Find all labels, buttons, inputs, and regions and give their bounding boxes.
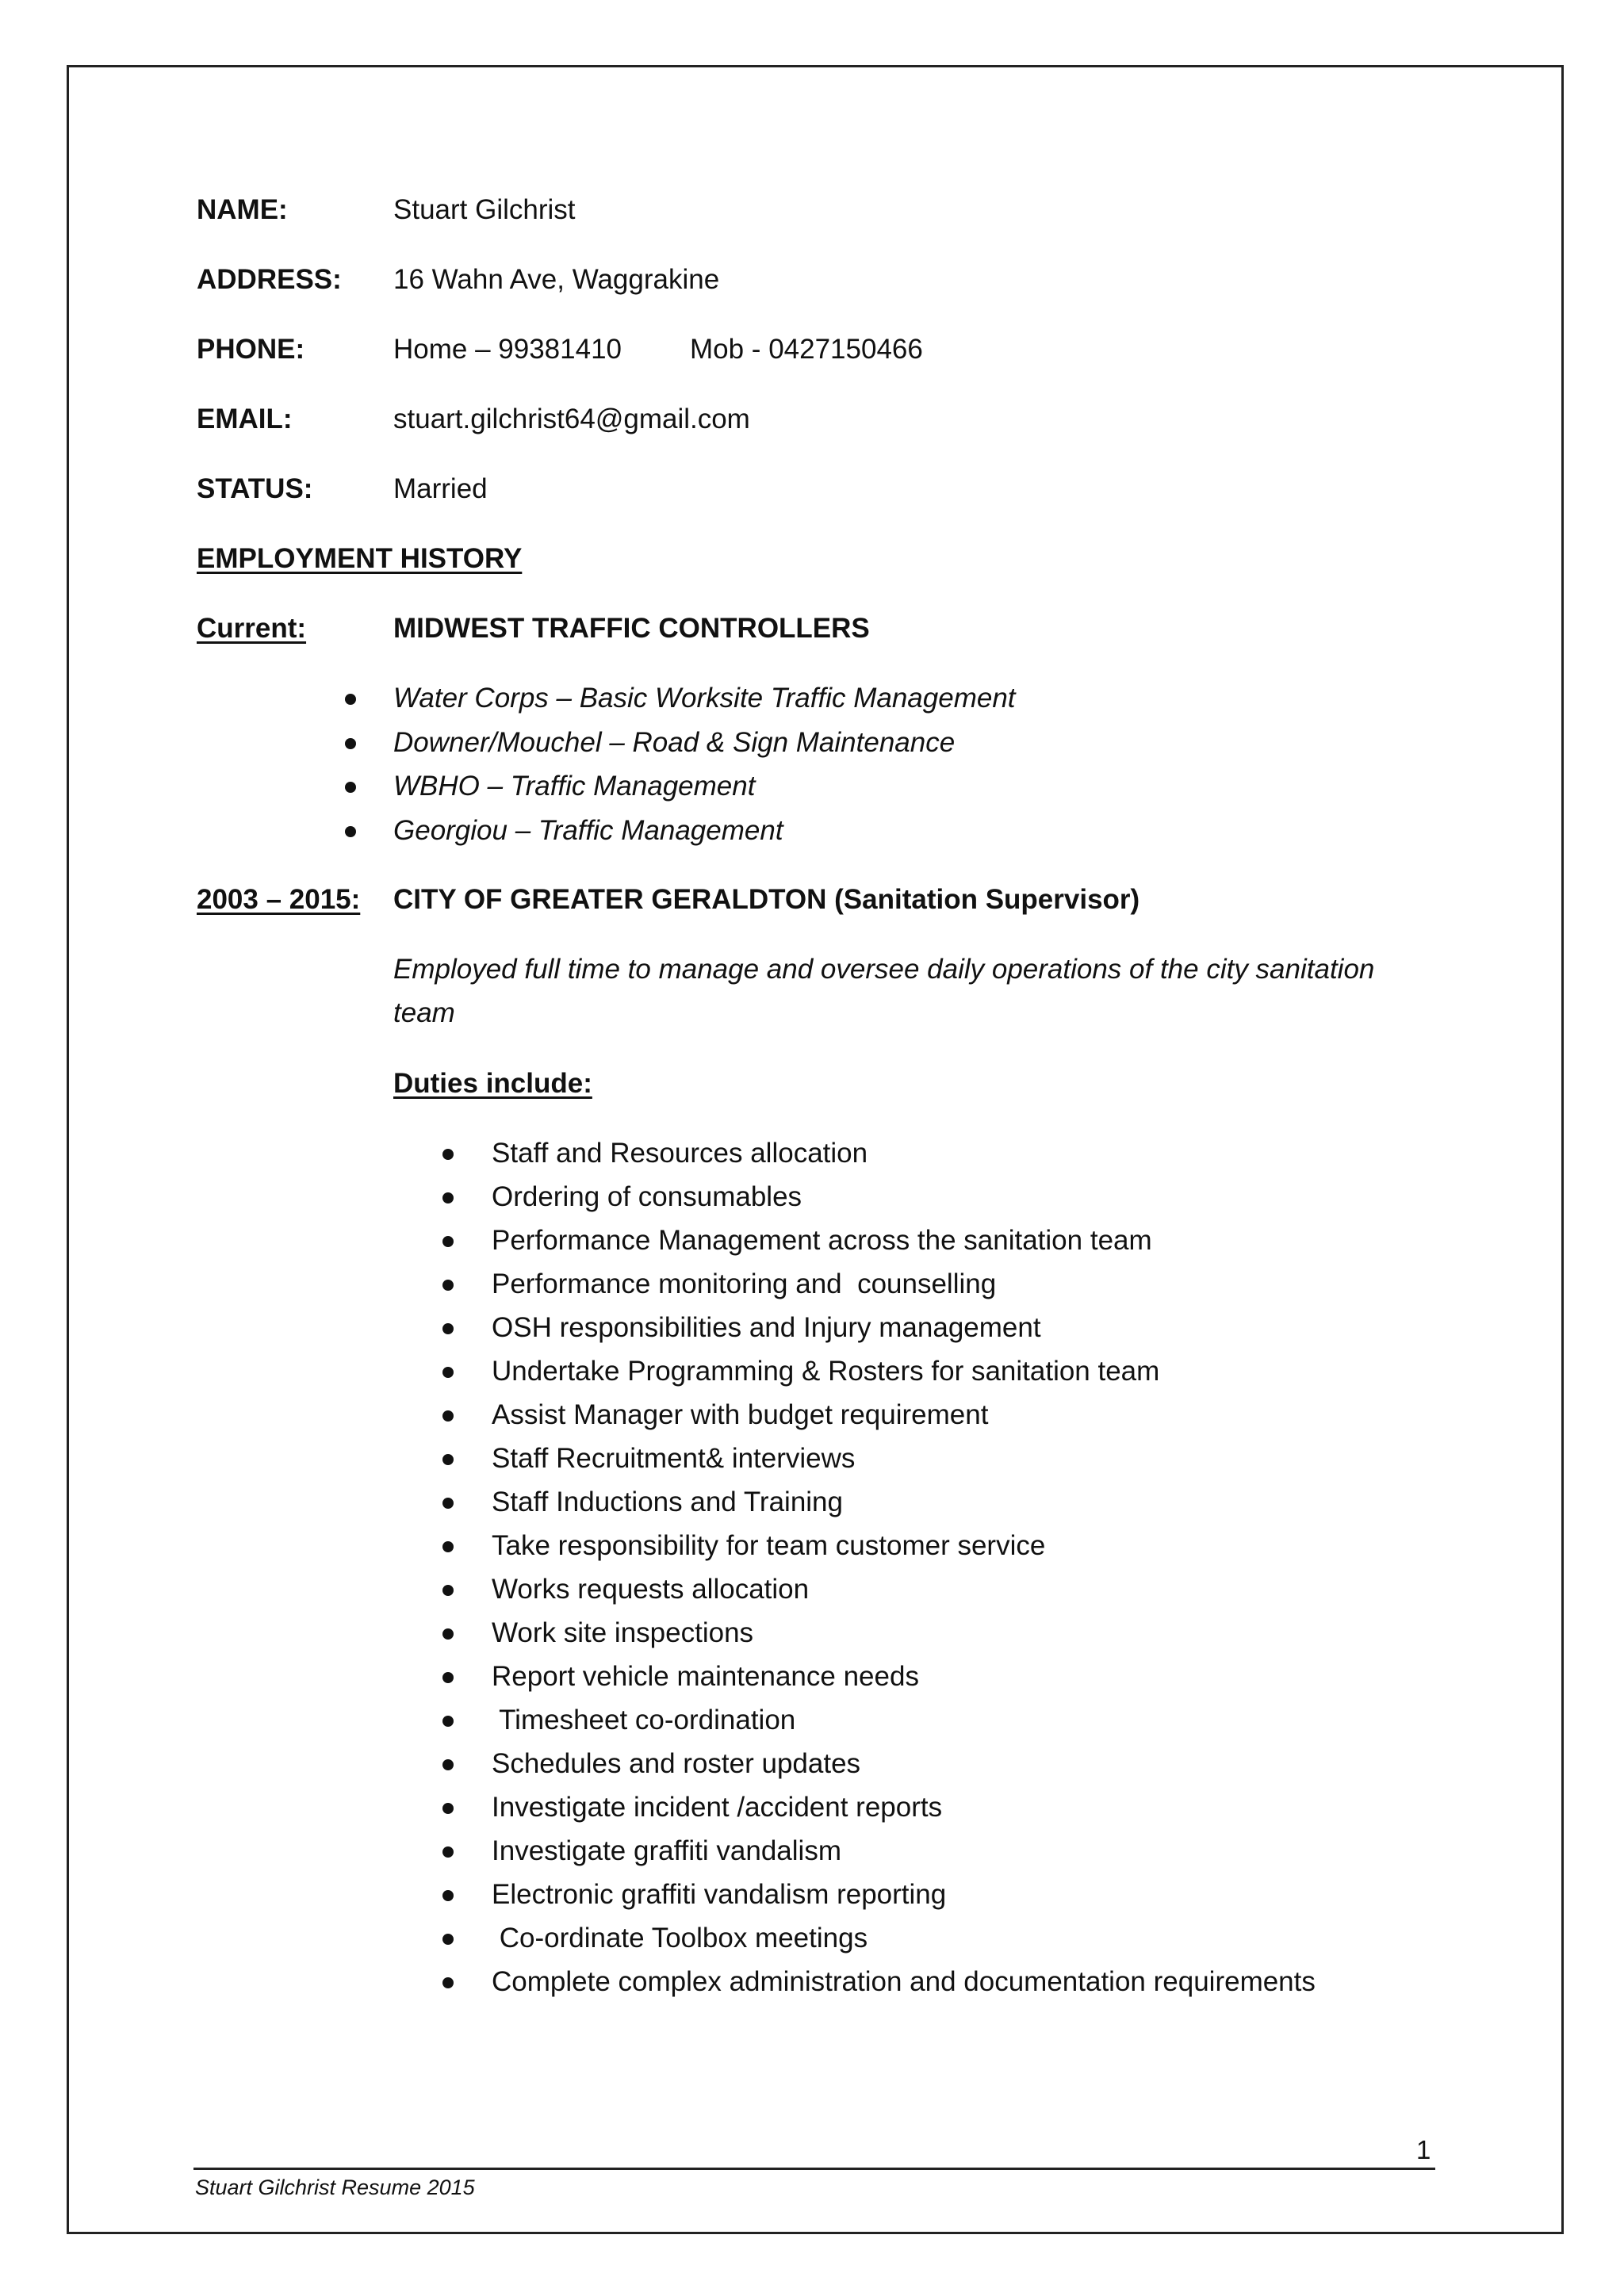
duty-item: Performance monitoring and counselling	[492, 1269, 997, 1299]
duty-item: Report vehicle maintenance needs	[492, 1661, 919, 1692]
bullet-icon	[442, 1585, 454, 1596]
duty-item: Works requests allocation	[492, 1574, 810, 1605]
bullet-icon	[442, 1628, 454, 1640]
bullet-icon	[442, 1672, 454, 1683]
duty-item: Complete complex administration and documentation requirements	[492, 1966, 1316, 1997]
previous-period-label: 2003 – 2015:	[197, 884, 361, 915]
bullet-icon	[442, 1323, 454, 1334]
footer-text: Stuart Gilchrist Resume 2015	[195, 2175, 475, 2199]
previous-employer: CITY OF GREATER GERALDTON (Sanitation Supervisor)	[393, 884, 1140, 915]
address-label: ADDRESS:	[197, 264, 342, 295]
bullet-icon	[442, 1803, 454, 1814]
bullet-icon	[442, 1934, 454, 1945]
bullet-icon	[345, 738, 356, 749]
status-value: Married	[393, 473, 488, 504]
bullet-icon	[442, 1716, 454, 1727]
bullet-icon	[442, 1410, 454, 1422]
duty-item: Work site inspections	[492, 1617, 754, 1648]
duty-item: Take responsibility for team customer service	[492, 1530, 1046, 1561]
bullet-icon	[442, 1846, 454, 1858]
duty-item: Schedules and roster updates	[492, 1748, 861, 1779]
duty-item: Staff Recruitment& interviews	[492, 1443, 856, 1474]
current-employer: MIDWEST TRAFFIC CONTROLLERS	[393, 613, 870, 644]
bullet-icon	[442, 1890, 454, 1901]
bullet-icon	[442, 1280, 454, 1291]
duty-item: Staff Inductions and Training	[492, 1487, 843, 1517]
duty-item: Timesheet co-ordination	[492, 1705, 796, 1735]
bullet-icon	[442, 1454, 454, 1465]
duty-item: Undertake Programming & Rosters for sanitation team	[492, 1356, 1160, 1387]
current-role-item: Water Corps – Basic Worksite Traffic Management	[393, 683, 1016, 714]
duty-item: Ordering of consumables	[492, 1181, 802, 1212]
bullet-icon	[345, 694, 356, 705]
page-number: 1	[1416, 2135, 1431, 2164]
bullet-icon	[442, 1541, 454, 1552]
bullet-icon	[442, 1236, 454, 1247]
duty-item: Investigate incident /accident reports	[492, 1792, 943, 1823]
email-value: stuart.gilchrist64@gmail.com	[393, 404, 750, 434]
address-value: 16 Wahn Ave, Waggrakine	[393, 264, 720, 295]
bullet-icon	[442, 1149, 454, 1160]
bullet-icon	[442, 1498, 454, 1509]
duty-item: Assist Manager with budget requirement	[492, 1399, 989, 1430]
phone-mobile: Mob - 0427150466	[690, 334, 923, 365]
bullet-icon	[442, 1759, 454, 1770]
job-description-line-2: team	[393, 997, 455, 1028]
current-role-item: Downer/Mouchel – Road & Sign Maintenance	[393, 726, 956, 758]
job-description-line-1: Employed full time to manage and oversee daily operations of the city sanitation	[393, 954, 1375, 985]
current-role-item: Georgiou – Traffic Management	[393, 814, 783, 846]
duty-item: Investigate graffiti vandalism	[492, 1835, 841, 1866]
duty-item: Electronic graffiti vandalism reporting	[492, 1879, 947, 1910]
phone-label: PHONE:	[197, 334, 305, 365]
duties-heading: Duties include:	[393, 1068, 592, 1099]
bullet-icon	[442, 1192, 454, 1203]
name-value: Stuart Gilchrist	[393, 194, 576, 225]
bullet-icon	[345, 826, 356, 837]
bullet-icon	[345, 782, 356, 793]
duty-item: OSH responsibilities and Injury management	[492, 1312, 1041, 1343]
bullet-icon	[442, 1977, 454, 1988]
duty-item: Staff and Resources allocation	[492, 1138, 868, 1169]
status-label: STATUS:	[197, 473, 313, 504]
email-label: EMAIL:	[197, 404, 293, 434]
name-label: NAME:	[197, 194, 288, 225]
employment-history-heading: EMPLOYMENT HISTORY	[197, 543, 523, 574]
current-label: Current:	[197, 613, 307, 644]
bullet-icon	[442, 1367, 454, 1378]
phone-home: Home – 99381410	[393, 334, 622, 365]
current-role-item: WBHO – Traffic Management	[393, 771, 756, 802]
duty-item: Co-ordinate Toolbox meetings	[492, 1923, 868, 1954]
footer-rule	[193, 2168, 1435, 2170]
duty-item: Performance Management across the sanitation team	[492, 1225, 1152, 1256]
